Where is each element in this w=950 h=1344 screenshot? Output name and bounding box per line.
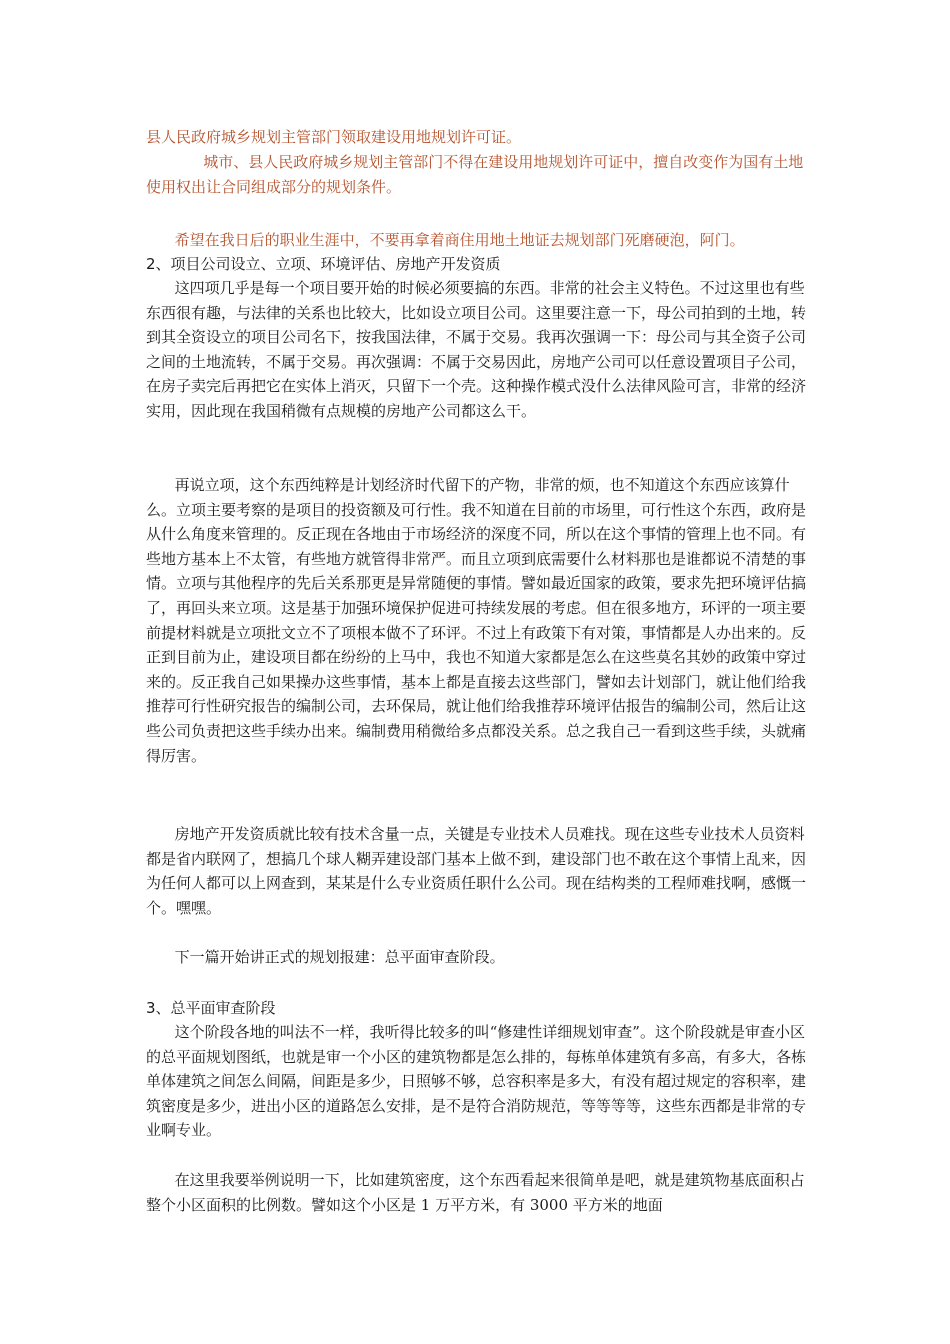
section-heading-3: 3、总平面审查阶段 [146, 999, 276, 1017]
section-heading-2: 2、项目公司设立、立项、环境评估、房地产开发资质 [146, 255, 501, 273]
paragraph-qualification: 房地产开发资质就比较有技术含量一点，关键是专业技术人员难找。现在这些专业技术人员资料都是省内联网了，想搞几个球人糊弄建设部门基本上做不到，建设部门也不敢在这个事情上乱来，因为任何人都可以上网查到，某某是什么专业资质任职什么公司。现在结构类的工程师难找啊，感慨一个。嘿嘿。 [146, 825, 807, 917]
paragraph-planning-conditions: 城市、县人民政府城乡规划主管部门不得在建设用地规划许可证中，擅自改变作为国有土地使用权出让合同组成部分的规划条件。 [146, 153, 804, 196]
paragraph-site-plan-review: 这个阶段各地的叫法不一样，我听得比较多的叫“修建性详细规划审查”。这个阶段就是审查小区的总平面规划图纸，也就是审一个小区的建筑物都是怎么排的，每栋单体建筑有多高，有多大，各栋单体建筑之间怎么间隔，间距是多少，日照够不够，总容积率是多大，有没有超过规定的容积率，建筑密度是多少，进出小区的道路怎么安排，是不是符合消防规范，等等等等，这些东西都是非常的专业啊专业。 [146, 1023, 807, 1140]
paragraph-building-density: 在这里我要举例说明一下，比如建筑密度，这个东西看起来很简单是吧，就是建筑物基底面积占整个小区面积的比例数。譬如这个小区是 1 万平方米，有 3000 平方米的地面 [146, 1171, 805, 1214]
paragraph-project-company: 这四项几乎是每一个项目要开始的时候必须要搞的东西。非常的社会主义特色。不过这里也有些东西很有趣，与法律的关系也比较大，比如设立项目公司。这里要注意一下，母公司拍到的土地，转到其全资设立的项目公司名下，按我国法律，不属于交易。我再次强调一下：母公司与其全资子公司之间的土地流转，不属于交易。再次强调：不属于交易因此，房地产公司可以任意设置项目子公司，在房子卖完后再把它在实体上消灭，只留下一个壳。这种操作模式没什么法律风险可言，非常的经济实用，因此现在我国稍微有点规模的房地产公司都这么干。 [146, 279, 807, 420]
paragraph-permit-note: 县人民政府城乡规划主管部门领取建设用地规划许可证。 [146, 128, 522, 146]
paragraph-career-wish: 希望在我日后的职业生涯中，不要再拿着商住用地土地证去规划部门死磨硬泡，阿门。 [146, 231, 745, 249]
paragraph-next-article: 下一篇开始讲正式的规划报建：总平面审查阶段。 [146, 948, 505, 966]
paragraph-project-approval: 再说立项，这个东西纯粹是计划经济时代留下的产物，非常的烦，也不知道这个东西应该算什么。立项主要考察的是项目的投资额及可行性。我不知道在目前的市场里，可行性这个东西，政府是从什么角度来管理的。反正现在各地由于市场经济的深度不同，所以在这个事情的管理上也不同。有些地方基本上不太管，有些地方就管得非常严。而且立项到底需要什么材料那也是谁都说不清楚的事情。立项与其他程序的先后关系那更是异常随便的事情。譬如最近国家的政策，要求先把环境评估搞了，再回头来立项。这是基于加强环境保护促进可持续发展的考虑。但在很多地方，环评的一项主要前提材料就是立项批文立不了项根本做不了环评。不过上有政策下有对策，事情都是人办出来的。反正到目前为止，建设项目都在纷纷的上马中，我也不知道大家都是怎么在这些莫名其妙的政策中穿过来的。反正我自己如果操办这些事情，基本上都是直接去这些部门，譬如去计划部门，就让他们给我推荐可行性研究报告的编制公司，去环保局，就让他们给我推荐环境评估报告的编制公司，然后让这些公司负责把这些手续办出来。编制费用稍微给多点都没关系。总之我自己一看到这些手续，头就痛得厉害。 [146, 476, 807, 765]
